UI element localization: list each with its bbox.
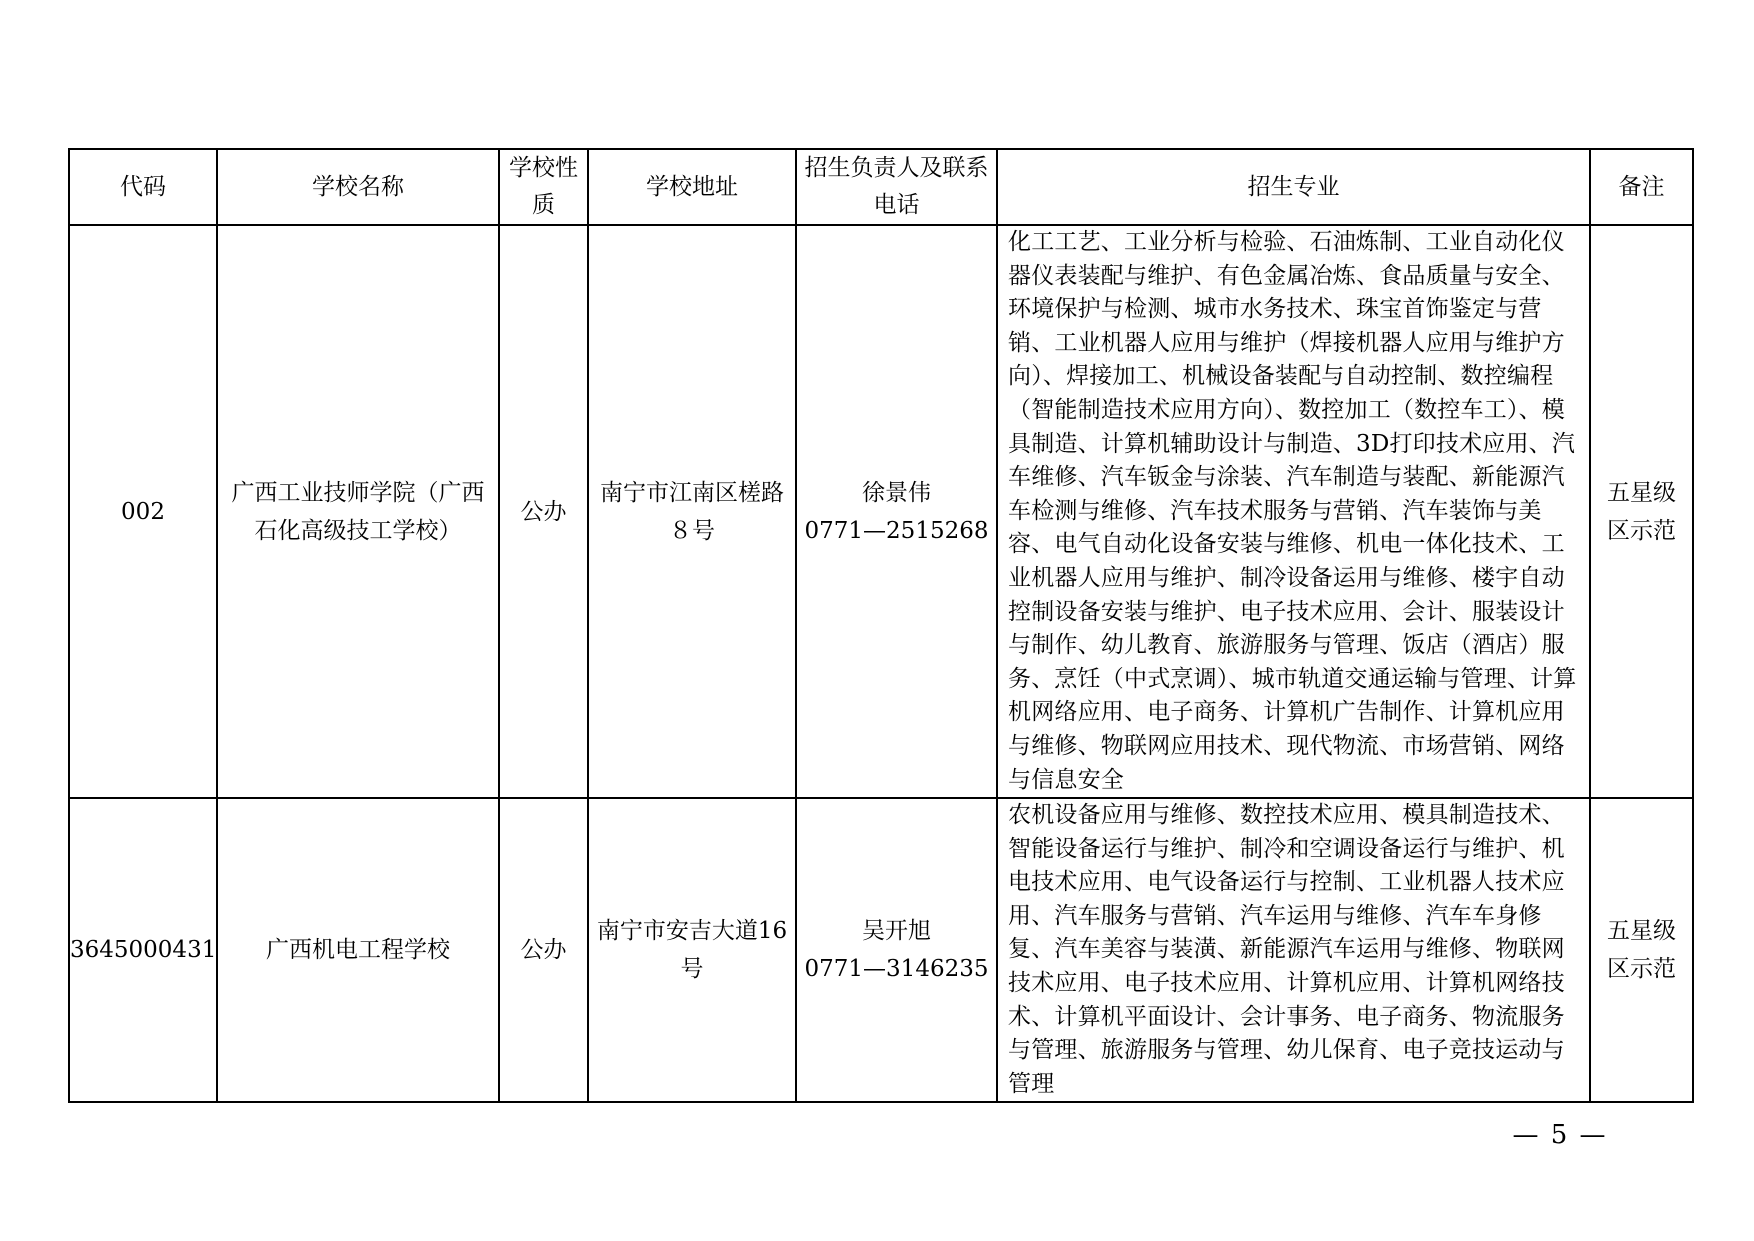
school-name: 广西机电工程学校 (217, 798, 499, 1102)
school-majors: 农机设备应用与维修、数控技术应用、模具制造技术、智能设备运行与维护、制冷和空调设备运行与维护、机电技术应用、电气设备运行与控制、工业机器人技术应用、汽车服务与营销、汽车运用与维修、汽车车身修复、汽车美容与装潢、新能源汽车运用与维修、物联网技术应用、电子技术应用、计算机应用、计算机网络技术、计算机平面设计、会计事务、电子商务、物流服务与管理、旅游服务与管理、幼儿保育、电子竞技运动与管理 (997, 798, 1590, 1102)
header-school-address: 学校地址 (588, 149, 796, 225)
table-row (69, 798, 1693, 1102)
header-school-nature: 学校性质 (499, 149, 588, 225)
school-remarks: 五星级区示范 (1590, 225, 1693, 798)
school-code: 002 (69, 225, 217, 798)
school-remarks: 五星级区示范 (1590, 798, 1693, 1102)
header-remarks: 备注 (1590, 149, 1693, 225)
school-code: 3645000431 (69, 798, 217, 1102)
contact-name: 徐景伟 (862, 479, 931, 506)
page-number: — 5 — (1512, 1120, 1608, 1150)
header-school-name: 学校名称 (217, 149, 499, 225)
school-nature: 公办 (499, 798, 588, 1102)
contact-phone: 0771—3146235 (804, 956, 989, 983)
school-address: 南宁市江南区槎路８号 (588, 225, 796, 798)
header-contact: 招生负责人及联系电话 (796, 149, 997, 225)
header-code: 代码 (69, 149, 217, 225)
contact-name: 吴开旭 (862, 918, 931, 945)
table-header-row (69, 149, 1693, 225)
school-enrollment-table (68, 148, 1694, 1103)
school-name: 广西工业技师学院（广西石化高级技工学校） (217, 225, 499, 798)
contact-cell (796, 225, 997, 798)
school-nature: 公办 (499, 225, 588, 798)
school-address: 南宁市安吉大道16号 (588, 798, 796, 1102)
header-majors: 招生专业 (997, 149, 1590, 225)
contact-phone: 0771—2515268 (804, 517, 989, 544)
contact-cell (796, 798, 997, 1102)
school-majors: 化工工艺、工业分析与检验、石油炼制、工业自动化仪器仪表装配与维护、有色金属冶炼、食品质量与安全、环境保护与检测、城市水务技术、珠宝首饰鉴定与营销、工业机器人应用与维护（焊接机器人应用与维护方向）、焊接加工、机械设备装配与自动控制、数控编程（智能制造技术应用方向）、数控加工（数控车工）、模具制造、计算机辅助设计与制造、3D打印技术应用、汽车维修、汽车钣金与涂装、汽车制造与装配、新能源汽车检测与维修、汽车技术服务与营销、汽车装饰与美容、电气自动化设备安装与维修、机电一体化技术、工业机器人应用与维护、制冷设备运用与维修、楼宇自动控制设备安装与维护、电子技术应用、会计、服装设计与制作、幼儿教育、旅游服务与管理、饭店（酒店）服务、烹饪（中式烹调）、城市轨道交通运输与管理、计算机网络应用、电子商务、计算机广告制作、计算机应用与维修、物联网应用技术、现代物流、市场营销、网络与信息安全 (997, 225, 1590, 798)
table-row (69, 225, 1693, 798)
